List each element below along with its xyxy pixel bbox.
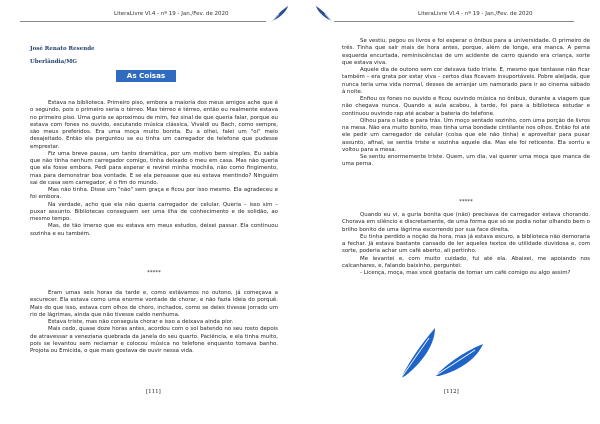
paragraph: Aquele dia de outono sem cor deixava tudo triste. E, mesmo que tentasse não ficar também – era grata por estar viva – certos dias ficavam insuportáveis. Pobre aleijada, que nunca teria uma vida normal, desses de arranjar um namorado para ir ao cinema sábado à noite. bbox=[342, 67, 590, 95]
right-text-block-2 bbox=[342, 212, 590, 277]
paragraph: - Licença, moça, mas você gostaria de tomar um café comigo ou algo assim? bbox=[360, 270, 571, 276]
page-number: [112] bbox=[444, 389, 459, 395]
right-separator bbox=[342, 199, 590, 206]
quill-feather-icon bbox=[268, 4, 290, 26]
header-rule bbox=[20, 21, 266, 22]
story-title: As Coisas Lindas bbox=[116, 70, 176, 82]
section-separator: ***** bbox=[459, 199, 473, 205]
paragraph: Estava triste, mas não conseguia chorar e isso a deixava ainda pior. bbox=[48, 319, 234, 325]
author-location: Uberlândia/MG bbox=[30, 59, 77, 65]
blue-feathers-icon bbox=[395, 320, 485, 380]
left-text-block-2 bbox=[30, 290, 278, 355]
paragraph: Mas não tinha. Disse um "não" sem graça e ficou por isso mesmo. Ela agradeceu e foi embora. bbox=[30, 187, 278, 201]
right-text-block-1 bbox=[342, 38, 590, 169]
quill-feather-icon bbox=[314, 4, 336, 26]
author-name: José Renato Resende bbox=[30, 46, 95, 52]
section-separator: ***** bbox=[147, 270, 161, 276]
paragraph: Olhou para o lado e para trás. Um moço sentado sozinho, com uma porção de livros na mesa. Não era muito bonito, mas tinha uma bondade cintilante nos olhos. Então foi até ele pedir um carregador de celular (coisa que ele não tinha) e aproveitar para puxar assunto, afinal, se sentia triste e sozinha aquele dia. Mas ele foi reticente. Ela sorriu e voltou para a mesa. bbox=[342, 117, 590, 153]
paragraph: Mas, de tão imerso que eu estava em meus estudos, deixei passar. Ela continuou sozinha e eu também. bbox=[30, 223, 278, 237]
paragraph: Enfiou os fones no ouvido e ficou ouvindo música no ônibus, durante a viagem que não chegava nunca. Quando a aula acabou, à tarde, foi para a biblioteca estudar e continuou ouvindo rap até acabar a bateria do telefone. bbox=[342, 96, 590, 117]
page-header bbox=[0, 8, 300, 24]
paragraph: Se sentiu enormemente triste. Quem, um dia, vai querer uma moça que manca de uma perna. bbox=[342, 154, 590, 168]
paragraph: Me levantei e, com muito cuidado, fui até ela. Abaixei, me apoiando nos calcanhares, e, falando baixinho, perguntei: bbox=[342, 255, 590, 269]
paragraph: Mais cedo, quase doze horas antes, acordou com o sol batendo no seu rosto depois de atravessar a venezianа quebrada da janela do seu quarto. Paciência, e ela tinha muito, pois se levantou sem reclamar e colocou música no telefone enquanto tomava banho. Projota ou Emicida, o que mais gostava de ouvir nessa vida. bbox=[30, 326, 278, 354]
paragraph: Se vestiu, pegou os livros e foi esperar o ônibus para a universidade. O primeiro de três. Tinha que sair mais de hora antes, porque, além de longe, era manca. A perna esquerda encurtada, reminiscências de um acidente de carro quando era criança, sorte que estava viva. bbox=[342, 38, 590, 66]
left-text-block-1 bbox=[30, 100, 278, 238]
paragraph: Quando eu vi, a guria bonita que (não) precisava de carregador estava chorando. Chorava em silêncio e discretamente, de uma forma que só se podia notar olhando bem o brilho bonito de uma lágrima escorrendo por sua face direita. bbox=[342, 212, 590, 233]
header-text: LiteraLivre Vl.4 - nº 19 - Jan./Fev. de 2020 bbox=[114, 11, 229, 17]
left-separator bbox=[30, 270, 278, 277]
paragraph: Na verdade, acho que ela não queria carregador de celular. Queria – isso sim – puxar assunto. Bibliotecas conseguem ser uma ilha de conhecimento e de solidão, ao mesmo tempo. bbox=[30, 201, 278, 222]
right-page bbox=[300, 0, 600, 424]
page-header bbox=[300, 8, 600, 24]
paragraph: Eram umas seis horas da tarde e, como estávamos no outono, já começava a escurecer. Ela estava como uma enorme vontade de chorar, e não fazia ideia do porquê. Mais do que isso, estava com olhos de choro, inchados, como se deles tivesse jorrado um rio de lágrimas, ainda que não tivesse caído nenhuma. bbox=[30, 290, 278, 318]
header-text: LiteraLivre Vl.4 - nº 19 - Jan./Fev. de 2020 bbox=[418, 11, 533, 17]
page-number: [111] bbox=[146, 389, 161, 395]
paragraph: Eu tinha perdido a noção da hora, mas já estava escuro, a biblioteca não demoraria a fechar. Já estava bastante cansado de ler aqueles textos de utilidade duvidosa e, com sorte, poderia achar um café aberto, ali pertinho. bbox=[342, 233, 590, 255]
header-rule bbox=[334, 21, 574, 22]
paragraph: Estava na biblioteca. Primeiro piso, embora a maioria dos meus amigos ache que é o segundo, pois o primeiro seria o térreo. Mas térreo é térreo, então eu realmente estava no primeiro piso. Uma guria se aproximou de mim, fez sinal de que queria falar, porque eu estava com fones no ouvido, escutando música clássica, Vivaldi ou Bach, como sempre, são meus preferidos. Era uma moça muito bonita. Eu a olhei, falei um "oi" meio desajeitado. Então ela perguntou se eu tinha um carregador de telefone que pudesse emprestar. bbox=[30, 100, 278, 150]
paragraph: Fiz uma breve pausa, um tanto dramática, por um motivo bem simples. Eu sabia que não tinha nenhum carregador comigo, tinha deixado o meu em casa. Mas não queria que ela fosse embora. Pedi para esperar e revirei minha mochila, não como fingimento, mas para demonstrar boa vontade. E se ela pensasse que eu estava mentindo? Ninguém sai de casa sem carregador, é o fim do mundo. bbox=[30, 150, 278, 186]
